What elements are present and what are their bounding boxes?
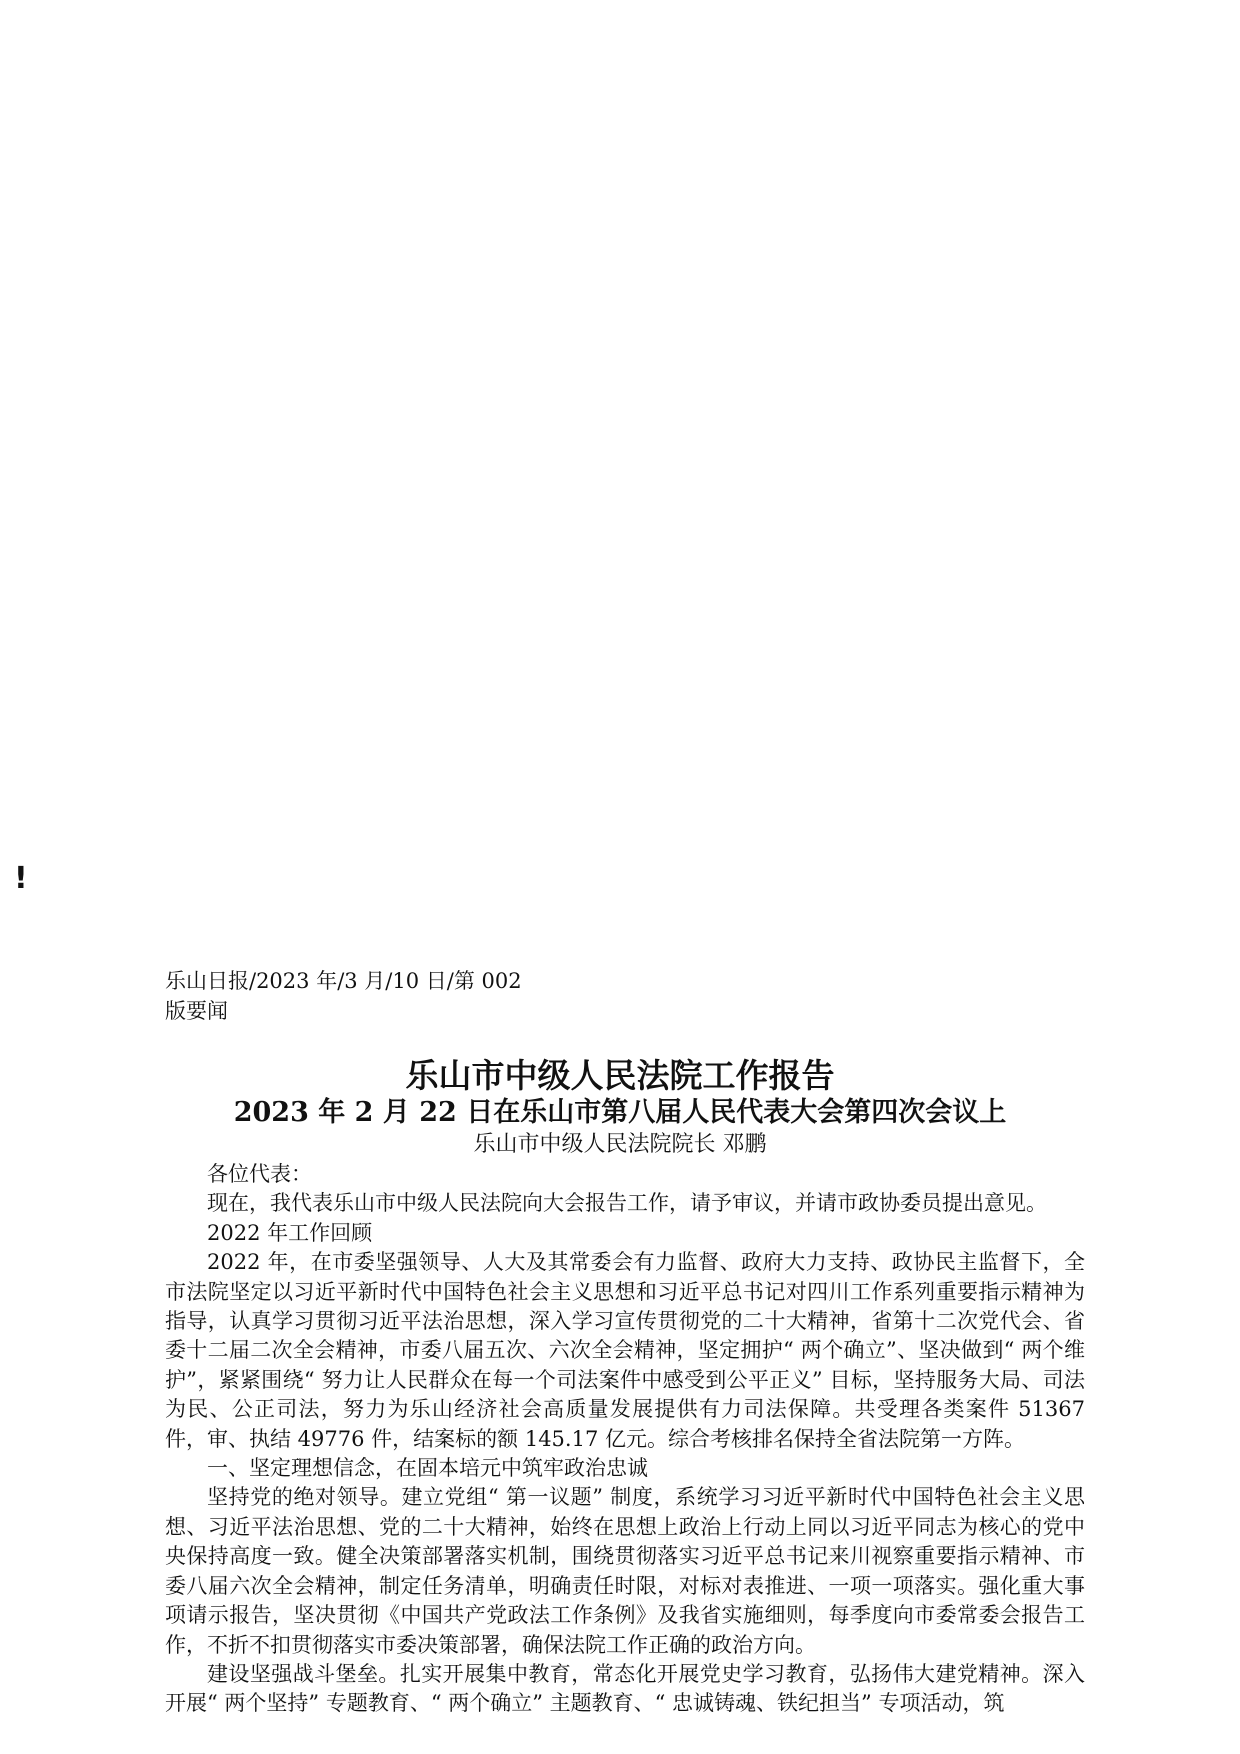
section-heading-review: 2022 年工作回顾	[207, 1220, 373, 1245]
party-leadership-paragraph: 坚持党的绝对领导。建立党组“ 第一议题” 制度，系统学习习近平新时代中国特色社会主义思想、习近平法治思想、党的二十大精神，始终在思想上政治上行动上同以习近平同志为核心的党中央保持高度一致。健全决策部署落实机制，围绕贯彻落实习近平总书记来川视察重要指示精神、市委八届六次全会精神，制定任务清单，明确责任时限，对标对表推进、一项一项落实。强化重大事项请示报告，坚决贯彻《中国共产党政法工作条例》及我省实施细则，每季度向市委常委会报告工作，不折不扣贯彻落实市委决策部署，确保法院工作正确的政治方向。	[165, 1485, 1085, 1657]
report-body	[165, 1160, 1085, 1719]
exclamation-mark: !	[14, 861, 28, 896]
report-heading	[140, 1056, 1100, 1160]
section-line: 版要闻	[165, 999, 228, 1023]
source-header	[165, 966, 1125, 1026]
review-paragraph: 2022 年，在市委坚强领导、人大及其常委会有力监督、政府大力支持、政协民主监督下，全市法院坚定以习近平新时代中国特色社会主义思想和习近平总书记对四川工作系列重要指示精神为指导，认真学习贯彻习近平法治思想，深入学习宣传贯彻党的二十大精神，省第十二次党代会、省委十二届二次全会精神，市委八届五次、六次全会精神，坚定拥护“ 两个确立”、坚决做到“ 两个维护”，紧紧围绕“ 努力让人民群众在每一个司法案件中感受到公平正义” 目标，坚持服务大局、司法为民、公正司法，努力为乐山经济社会高质量发展提供有力司法保障。共受理各类案件 51367 件，审、执结 49776 件，结案标的额 145.17 亿元。综合考核排名保持全省法院第一方阵。	[165, 1250, 1085, 1451]
report-subtitle: 2023 年 2 月 22 日在乐山市第八届人民代表大会第四次会议上	[233, 1097, 1007, 1128]
salutation-paragraph: 各位代表：	[207, 1162, 312, 1186]
report-title: 乐山市中级人民法院工作报告	[405, 1056, 835, 1095]
intro-paragraph: 现在，我代表乐山市中级人民法院向大会报告工作，请予审议，并请市政协委员提出意见。	[207, 1191, 1047, 1216]
source-line: 乐山日报/2023 年/3 月/10 日/第 002	[165, 969, 522, 993]
fortress-paragraph: 建设坚强战斗堡垒。扎实开展集中教育，常态化开展党史学习教育，弘扬伟大建党精神。深入开展“ 两个坚持” 专题教育、“ 两个确立” 主题教育、“ 忠诚铸魂、铁纪担当” 专项活动，筑	[165, 1661, 1085, 1716]
report-byline: 乐山市中级人民法院院长 邓鹏	[473, 1132, 767, 1157]
section-heading-one: 一、坚定理想信念，在固本培元中筑牢政治忠诚	[207, 1456, 648, 1481]
